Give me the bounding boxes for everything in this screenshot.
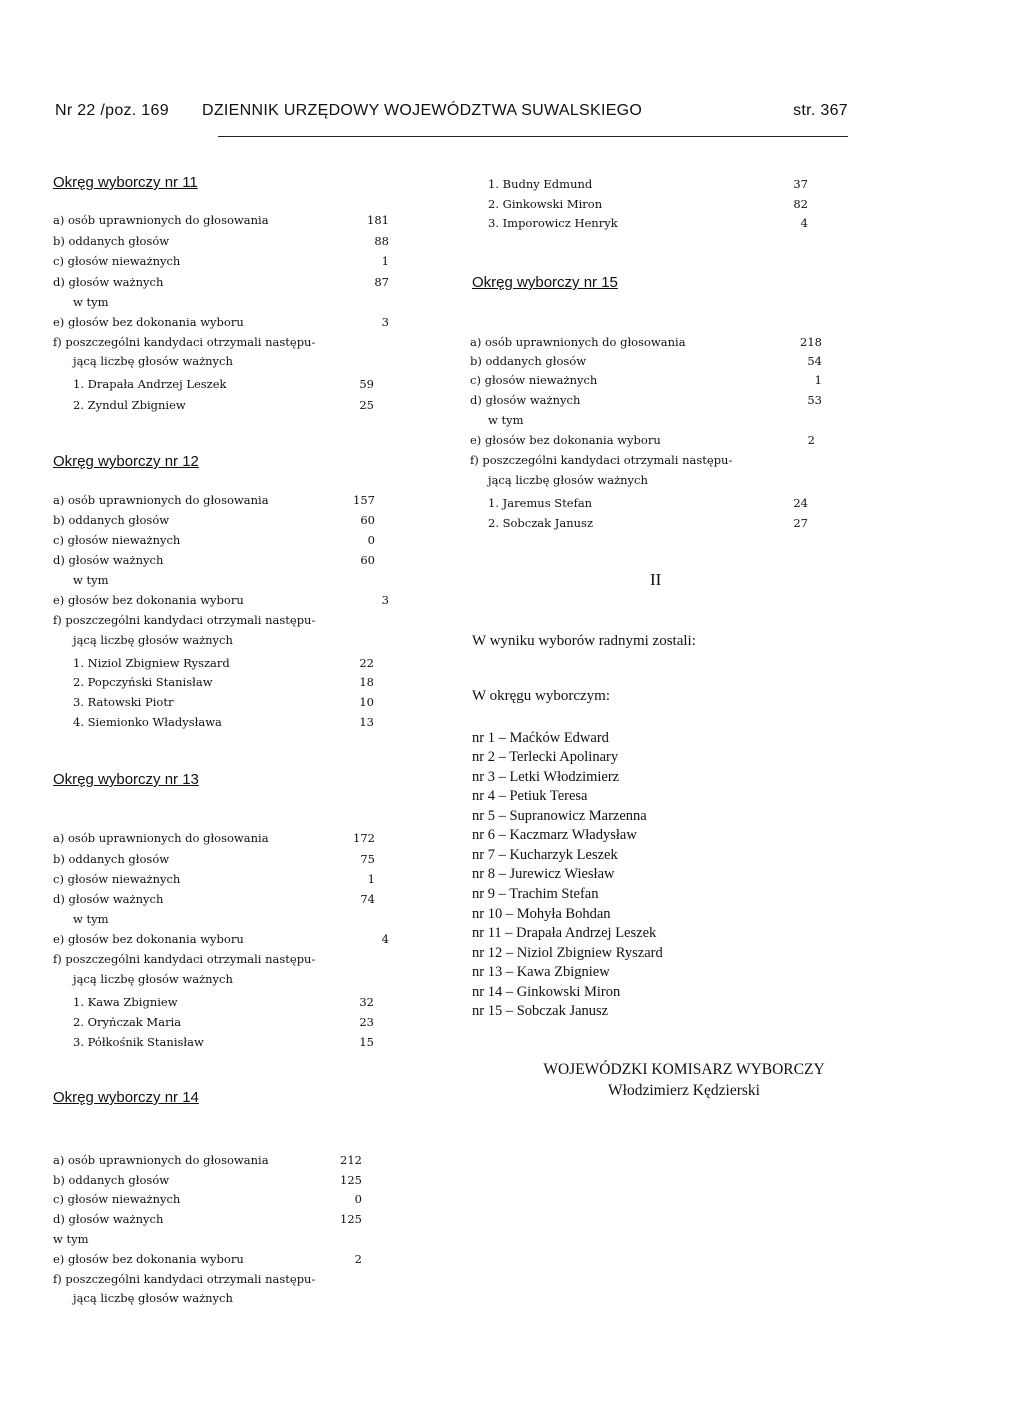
candidates-intro: f) poszczególni kandydaci otrzymali następu-: [53, 952, 316, 966]
candidates-intro: f) poszczególni kandydaci otrzymali następu-: [53, 1272, 316, 1286]
invalid-value: 0: [367, 533, 375, 547]
list-item: nr 7 – Kucharzyk Leszek: [472, 847, 618, 863]
candidate-row: 2. Popczyński Stanisław: [73, 675, 213, 689]
commissioner-title: WOJEWÓDZKI KOMISARZ WYBORCZY: [543, 1061, 825, 1078]
no-choice-value: 3: [381, 315, 389, 329]
candidate-votes: 13: [359, 715, 374, 729]
candidate-votes: 82: [793, 197, 808, 211]
no-choice-value: 2: [354, 1252, 362, 1266]
list-item: nr 2 – Terlecki Apolinary: [472, 749, 619, 765]
cast-value: 54: [807, 354, 822, 368]
including-label: w tym: [488, 413, 524, 427]
no-choice-value: 2: [807, 433, 815, 447]
list-item: nr 6 – Kaczmarz Władysław: [472, 827, 637, 843]
cast-value: 60: [360, 513, 375, 527]
invalid-value: 1: [367, 872, 375, 886]
issue-number: Nr 22 /poz. 169: [55, 102, 169, 119]
candidates-intro-cont: jącą liczbę głosów ważnych: [488, 473, 648, 487]
invalid-value: 0: [354, 1192, 362, 1206]
candidates-intro-cont: jącą liczbę głosów ważnych: [73, 354, 233, 368]
valid-value: 125: [340, 1212, 362, 1226]
header-rule: [218, 136, 848, 137]
valid-value: 53: [807, 393, 822, 407]
no-choice-label: e) głosów bez dokonania wyboru: [53, 593, 244, 607]
candidates-intro-cont: jącą liczbę głosów ważnych: [73, 633, 233, 647]
candidate-votes: 37: [793, 177, 808, 191]
valid-label: d) głosów ważnych: [470, 393, 581, 407]
candidate-votes: 32: [359, 995, 374, 1009]
candidate-row: 3. Ratowski Piotr: [73, 695, 174, 709]
cast-value: 125: [340, 1173, 362, 1187]
district-title: Okręg wyborczy nr 13: [53, 771, 199, 788]
candidate-row: 1. Budny Edmund: [488, 177, 593, 191]
no-choice-value: 4: [381, 932, 389, 946]
list-item: nr 3 – Letki Włodzimierz: [472, 769, 620, 785]
eligible-value: 218: [800, 335, 822, 349]
cast-label: b) oddanych głosów: [53, 852, 170, 866]
eligible-value: 212: [340, 1153, 362, 1167]
cast-label: b) oddanych głosów: [470, 354, 587, 368]
eligible-value: 157: [353, 493, 375, 507]
cast-value: 75: [360, 852, 375, 866]
no-choice-value: 3: [381, 593, 389, 607]
eligible-label: a) osób uprawnionych do głosowania: [53, 493, 269, 507]
including-label: w tym: [73, 912, 109, 926]
eligible-value: 181: [367, 213, 389, 227]
list-item: nr 14 – Ginkowski Miron: [472, 984, 621, 1000]
candidate-row: 2. Oryńczak Maria: [73, 1015, 182, 1029]
list-item: nr 8 – Jurewicz Wiesław: [472, 866, 615, 882]
page-number: str. 367: [793, 102, 848, 119]
candidate-votes: 22: [359, 656, 374, 670]
valid-label: d) głosów ważnych: [53, 1212, 164, 1226]
candidate-row: 1. Jaremus Stefan: [488, 496, 593, 510]
invalid-label: c) głosów nieważnych: [53, 254, 181, 268]
eligible-label: a) osób uprawnionych do głosowania: [53, 831, 269, 845]
candidate-votes: 23: [359, 1015, 374, 1029]
district-title: Okręg wyborczy nr 11: [53, 174, 198, 191]
valid-value: 74: [360, 892, 375, 906]
cast-value: 88: [374, 234, 389, 248]
list-item: nr 9 – Trachim Stefan: [472, 886, 599, 902]
candidates-intro-cont: jącą liczbę głosów ważnych: [73, 972, 233, 986]
candidate-votes: 59: [359, 377, 374, 391]
page-header: [55, 102, 848, 126]
cast-label: b) oddanych głosów: [53, 234, 170, 248]
invalid-label: c) głosów nieważnych: [470, 373, 598, 387]
list-item: nr 15 – Sobczak Janusz: [472, 1003, 609, 1019]
eligible-label: a) osób uprawnionych do głosowania: [53, 213, 269, 227]
valid-label: d) głosów ważnych: [53, 275, 164, 289]
candidate-votes: 18: [359, 675, 374, 689]
invalid-label: c) głosów nieważnych: [53, 1192, 181, 1206]
list-item: nr 11 – Drapała Andrzej Leszek: [472, 925, 657, 941]
journal-title: DZIENNIK URZĘDOWY WOJEWÓDZTWA SUWALSKIEGO: [202, 102, 643, 119]
eligible-value: 172: [353, 831, 375, 845]
including-label: w tym: [73, 295, 109, 309]
district-title: Okręg wyborczy nr 14: [53, 1089, 199, 1106]
invalid-label: c) głosów nieważnych: [53, 533, 181, 547]
eligible-label: a) osób uprawnionych do głosowania: [470, 335, 686, 349]
list-item: nr 12 – Niziol Zbigniew Ryszard: [472, 945, 663, 961]
candidate-votes: 25: [359, 398, 374, 412]
candidates-intro: f) poszczególni kandydaci otrzymali następu-: [53, 335, 316, 349]
candidate-row: 1. Kawa Zbigniew: [73, 995, 178, 1009]
candidate-votes: 15: [359, 1035, 374, 1049]
list-item: nr 10 – Mohyła Bohdan: [472, 906, 611, 922]
district-title: Okręg wyborczy nr 12: [53, 453, 199, 470]
invalid-value: 1: [814, 373, 822, 387]
candidate-row: 2. Sobczak Janusz: [488, 516, 594, 530]
valid-label: d) głosów ważnych: [53, 553, 164, 567]
cast-label: b) oddanych głosów: [53, 513, 170, 527]
candidate-votes: 4: [800, 216, 808, 230]
invalid-value: 1: [381, 254, 389, 268]
candidate-votes: 27: [793, 516, 808, 530]
candidates-intro: f) poszczególni kandydaci otrzymali następu-: [53, 613, 316, 627]
candidates-intro: f) poszczególni kandydaci otrzymali następu-: [470, 453, 733, 467]
candidate-votes: 24: [793, 496, 808, 510]
list-item: nr 5 – Supranowicz Marzenna: [472, 808, 647, 824]
candidate-row: 1. Drapała Andrzej Leszek: [73, 377, 227, 391]
including-label: w tym: [73, 573, 109, 587]
results-subhead: W okręgu wyborczym:: [472, 688, 611, 704]
cast-label: b) oddanych głosów: [53, 1173, 170, 1187]
list-item: nr 4 – Petiuk Teresa: [472, 788, 588, 804]
eligible-label: a) osób uprawnionych do głosowania: [53, 1153, 269, 1167]
valid-label: d) głosów ważnych: [53, 892, 164, 906]
list-item: nr 13 – Kawa Zbigniew: [472, 964, 610, 980]
candidate-row: 1. Niziol Zbigniew Ryszard: [73, 656, 230, 670]
no-choice-label: e) głosów bez dokonania wyboru: [53, 1252, 244, 1266]
candidate-row: 3. Imporowicz Henryk: [488, 216, 618, 230]
candidate-row: 2. Zyndul Zbigniew: [73, 398, 186, 412]
no-choice-label: e) głosów bez dokonania wyboru: [53, 932, 244, 946]
section-numeral: II: [650, 570, 662, 589]
invalid-label: c) głosów nieważnych: [53, 872, 181, 886]
including-label: w tym: [53, 1232, 89, 1246]
valid-value: 87: [374, 275, 389, 289]
district-title: Okręg wyborczy nr 15: [472, 274, 618, 291]
list-item: nr 1 – Maćków Edward: [472, 730, 609, 746]
candidate-row: 2. Ginkowski Miron: [488, 197, 603, 211]
no-choice-label: e) głosów bez dokonania wyboru: [53, 315, 244, 329]
candidate-votes: 10: [359, 695, 374, 709]
commissioner-name: Włodzimierz Kędzierski: [608, 1082, 760, 1099]
candidate-row: 4. Siemionko Władysława: [73, 715, 222, 729]
results-intro: W wyniku wyborów radnymi zostali:: [472, 633, 696, 649]
candidates-intro-cont: jącą liczbę głosów ważnych: [73, 1291, 233, 1305]
candidate-row: 3. Półkośnik Stanisław: [73, 1035, 204, 1049]
no-choice-label: e) głosów bez dokonania wyboru: [470, 433, 661, 447]
valid-value: 60: [360, 553, 375, 567]
